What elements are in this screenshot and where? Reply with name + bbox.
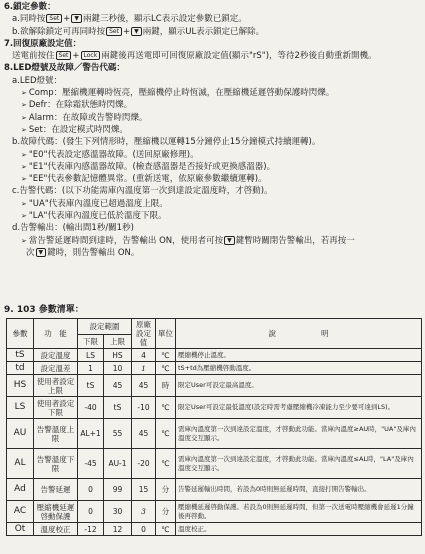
cell-unit: 時	[156, 375, 176, 397]
cell-param: HS	[7, 375, 34, 397]
instruction-line	[4, 210, 422, 222]
cell-upper: 45	[104, 375, 132, 397]
cell-default: 4	[132, 349, 156, 362]
header-unit: 單位	[156, 319, 176, 349]
table-row	[7, 479, 422, 501]
instruction-line: a.同時按 Set + ▼ 兩鍵三秒後，顯示LC表示設定參數已鎖定。	[12, 14, 247, 25]
line-text-pre: b.欲解除鎖定可再同時按	[12, 26, 106, 37]
line-text: "E1"代表庫內感溫器故障。(檢查感溫器是否接好或更換感溫器)。	[28, 161, 276, 172]
line-text-pre: 當告警延遲時間到達時，告警輸出 ON，使用者可按	[28, 235, 224, 246]
line-text: b.故障代碼：(發生下列情形時，壓縮機以運轉15分鐘停止15分鐘模式持續運轉)。	[12, 137, 321, 148]
instruction-line: b.欲解除鎖定可再同時按 Set + ▼ 兩鍵，顯示UL表示鎖定已解除。	[12, 26, 265, 37]
cell-description: 限定User可設定最高溫度。	[176, 375, 422, 397]
bullet-arrow-icon: ➢	[21, 212, 27, 221]
cell-param: AU	[7, 419, 34, 449]
table-row	[7, 397, 422, 419]
cell-function: 設定溫差	[34, 362, 78, 375]
header-lower: 下限	[78, 334, 104, 348]
cell-default: 1	[132, 362, 156, 375]
key-glyph-icon: ▼	[131, 27, 142, 36]
line-text: d.告警輸出：(輸出間1秒/關1秒)	[12, 223, 134, 234]
line-text-pre: 送電前按住	[12, 51, 55, 62]
cell-upper: 12	[104, 523, 132, 536]
cell-unit: ℃	[156, 362, 176, 375]
cell-lower: -40	[78, 397, 104, 419]
cell-function: 使用者設定下限	[34, 397, 78, 419]
instruction-line	[4, 222, 422, 234]
cell-function: 告警延遲	[34, 479, 78, 501]
instruction-line	[4, 235, 422, 247]
cell-default: 45	[132, 375, 156, 397]
cell-function: 設定溫度	[34, 349, 78, 362]
table-row	[7, 362, 422, 375]
instruction-line: 送電前按住 Set + Lock 兩鍵後再送電即可回復原廠設定值(顯示"rS")，等待2秒後自動重新開機。	[12, 51, 377, 62]
instruction-line	[4, 124, 422, 136]
instruction-line	[4, 38, 422, 50]
header-description: 說 明	[176, 319, 422, 349]
line-text: Defr：在除霜狀態時閃爍。	[28, 100, 133, 111]
cell-unit: 分	[156, 479, 176, 501]
key-glyph-icon: ▼	[36, 248, 47, 257]
line-text: Comp：壓縮機運轉時恆亮，壓縮機停止時恆滅，在壓縮機延遲啓動保護時閃爍。	[28, 88, 335, 99]
line-text-pre: a.同時按	[12, 14, 46, 25]
line-text-post: 鍵暫時關閉告警輸出，若再按一	[235, 235, 355, 246]
instruction-line	[4, 185, 422, 197]
line-text-post: 兩鍵三秒後，顯示LC表示設定參數已鎖定。	[83, 14, 247, 25]
cell-function: 壓縮機延遲啓動保護	[34, 501, 78, 523]
cell-unit: 分	[156, 501, 176, 523]
header-param: 參數	[7, 319, 34, 349]
instruction-line	[4, 161, 422, 173]
instruction-line	[4, 149, 422, 161]
cell-lower: 1	[78, 362, 104, 375]
instruction-line	[4, 87, 422, 99]
cell-upper: 30	[104, 501, 132, 523]
instruction-line	[4, 136, 422, 148]
line-text-post: 鍵時，則告警輸出 ON。	[47, 247, 140, 258]
bullet-arrow-icon: ➢	[21, 175, 27, 184]
cell-description: 告警延遲輸出時間，若設為0時則無延遲時間，直接打開告警輸出。	[176, 479, 422, 501]
cell-description: 限定User可設定最低溫度(設定時需考慮壓縮機冷凍能力至少要可達到LS)。	[176, 397, 422, 419]
cell-upper: tS	[104, 397, 132, 419]
bullet-arrow-icon: ➢	[21, 150, 27, 159]
cell-description: 壓縮機延遲啓動保護。若設為0則無延遲時間，但第一次送電時壓縮機會延遲1分鐘後再啓動。	[176, 501, 422, 523]
cell-lower: -45	[78, 449, 104, 479]
cell-upper: AU-1	[104, 449, 132, 479]
cell-function: 告警溫度上限	[34, 419, 78, 449]
bullet-arrow-icon: ➢	[21, 236, 27, 245]
line-text: "UA"代表庫內溫度已超過溫度上限。	[28, 198, 168, 209]
bullet-arrow-icon: ➢	[21, 113, 27, 122]
parameter-table	[6, 318, 422, 536]
line-text-post: 兩鍵，顯示UL表示鎖定已解除。	[142, 26, 265, 37]
cell-param: Ad	[7, 479, 34, 501]
cell-default: -20	[132, 449, 156, 479]
table-row	[7, 375, 422, 397]
bullet-arrow-icon: ➢	[21, 125, 27, 134]
cell-lower: 0	[78, 479, 104, 501]
cell-default: 45	[132, 419, 156, 449]
cell-unit: ℃	[156, 419, 176, 449]
header-function: 功 能	[34, 319, 78, 349]
line-text-pre: 次	[26, 247, 35, 258]
instruction-line	[4, 1, 422, 13]
cell-param: tS	[7, 349, 34, 362]
instruction-line	[4, 75, 422, 87]
instruction-line	[4, 247, 422, 259]
cell-lower: 0	[78, 501, 104, 523]
table-title: 9. 103 參數清單：	[4, 305, 84, 315]
cell-lower: LS	[78, 349, 104, 362]
cell-param: AL	[7, 449, 34, 479]
cell-default: 0	[132, 523, 156, 536]
header-range: 設定範圍	[78, 319, 132, 335]
bullet-arrow-icon: ➢	[21, 199, 27, 208]
cell-param: Ot	[7, 523, 34, 536]
line-text: c.告警代碼：(以下功能需庫內溫度第一次到達設定溫度時，才啓動)。	[12, 186, 273, 197]
instruction-line	[4, 173, 422, 185]
cell-lower: -12	[78, 523, 104, 536]
line-text: 7.回復原廠設定值：	[4, 38, 82, 49]
cell-unit: ℃	[156, 349, 176, 362]
cell-default: -10	[132, 397, 156, 419]
cell-upper: 99	[104, 479, 132, 501]
instructions-section	[4, 1, 422, 259]
instruction-line	[4, 99, 422, 111]
header-default: 原廠設定值	[132, 319, 156, 349]
instruction-line	[4, 62, 422, 74]
cell-upper: 55	[104, 419, 132, 449]
instruction-line	[4, 198, 422, 210]
key-glyph-icon: Lock	[81, 51, 101, 60]
cell-description: 需庫內溫度第一次到達設定溫度，才啓動此功能。當庫內溫度≥AU時，"UA"及庫內溫度交互顯示。	[176, 419, 422, 449]
cell-upper: 10	[104, 362, 132, 375]
line-text: "EE"代表參數記憶體異常。(重新送電，依原廠參數繼續運轉)。	[28, 174, 267, 185]
line-text: 6.鎖定參數：	[4, 2, 56, 12]
cell-unit: ℃	[156, 523, 176, 536]
cell-function: 使用者設定上限	[34, 375, 78, 397]
cell-param: LS	[7, 397, 34, 419]
line-text: 8.LED燈號及故障／警告代碼：	[4, 63, 125, 74]
instruction-line	[4, 112, 422, 124]
table-row	[7, 419, 422, 449]
line-text: "LA"代表庫內溫度已低於溫度下限。	[28, 211, 167, 222]
table-row	[7, 349, 422, 362]
cell-description: 需庫內溫度第一次到達設定溫度，才啓動此功能。當庫內溫度≤AL時，"LA"及庫內溫度交互顯示。	[176, 449, 422, 479]
cell-description: 溫度校正。	[176, 523, 422, 536]
table-row	[7, 501, 422, 523]
key-glyph-icon: Set	[56, 51, 72, 60]
table-row	[7, 449, 422, 479]
key-glyph-icon: ▼	[224, 236, 235, 245]
cell-lower: tS	[78, 375, 104, 397]
bullet-arrow-icon: ➢	[21, 162, 27, 171]
key-glyph-icon: ▼	[71, 14, 82, 23]
line-text: Alarm：在故障或告警時閃爍。	[28, 112, 148, 123]
cell-description: tS+td為壓縮機啓動溫度。	[176, 362, 422, 375]
cell-description: 壓縮機停止溫度。	[176, 349, 422, 362]
line-text: Set：在設定模式時閃爍。	[28, 124, 128, 135]
cell-param: AC	[7, 501, 34, 523]
cell-upper: HS	[104, 349, 132, 362]
line-text-post: 兩鍵後再送電即可回復原廠設定值(顯示"rS")，等待2秒後自動重新開機。	[101, 51, 377, 62]
key-glyph-icon: Set	[46, 14, 62, 23]
line-text: a.LED燈號：	[12, 75, 63, 86]
bullet-arrow-icon: ➢	[21, 101, 27, 110]
cell-lower: AL+1	[78, 419, 104, 449]
key-glyph-icon: Set	[106, 27, 122, 36]
table-row	[7, 523, 422, 536]
cell-function: 溫度校正	[34, 523, 78, 536]
cell-default: 15	[132, 479, 156, 501]
cell-unit: ℃	[156, 397, 176, 419]
line-text: "E0"代表設定感溫器故障。(送回原廠修理)。	[28, 149, 199, 160]
cell-default: 3	[132, 501, 156, 523]
bullet-arrow-icon: ➢	[21, 89, 27, 98]
cell-unit: ℃	[156, 449, 176, 479]
cell-param: td	[7, 362, 34, 375]
cell-function: 告警溫度下限	[34, 449, 78, 479]
header-upper: 上限	[104, 334, 132, 348]
